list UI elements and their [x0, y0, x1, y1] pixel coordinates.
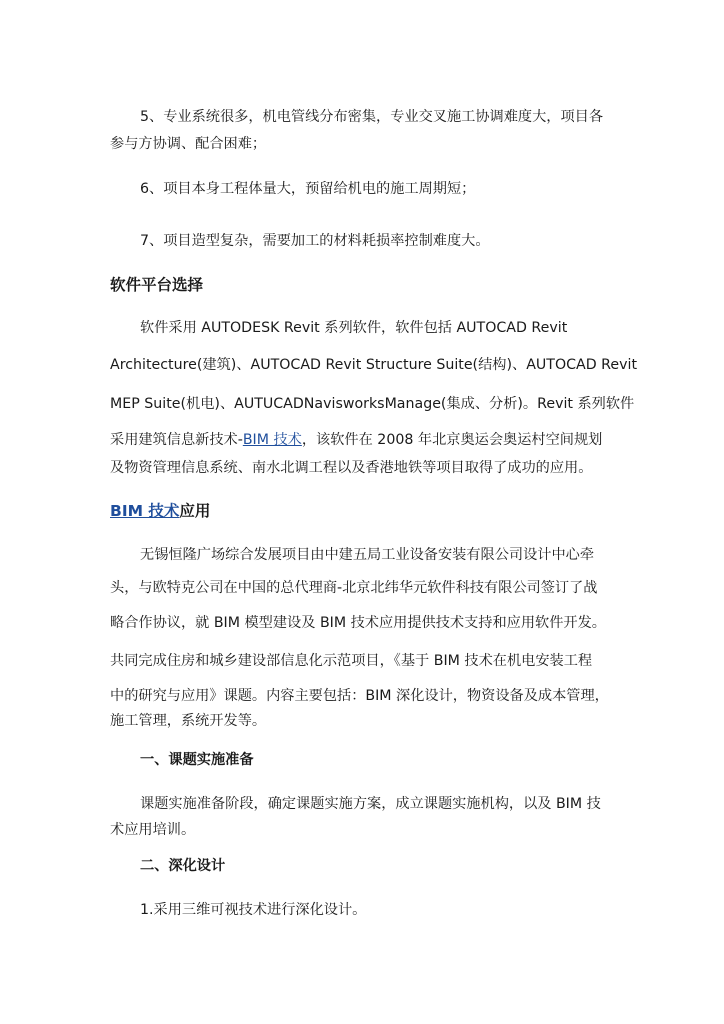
bim-heading-link[interactable]: BIM 技术	[110, 502, 180, 520]
bim-heading-rest: 应用	[179, 502, 211, 520]
bim-paragraph-line-2: 头，与欧特克公司在中国的总代理商-北京北纬华元软件科技有限公司签订了战	[110, 580, 598, 596]
bim-paragraph-line-3: 略合作协议，就 BIM 模型建设及 BIM 技术应用提供技术支持和应用软件开发。	[110, 615, 606, 631]
software-paragraph-line-5: 及物资管理信息系统、南水北调工程以及香港地铁等项目取得了成功的应用。	[110, 460, 593, 476]
list-item-5-line-1: 5、专业系统很多，机电管线分布密集，专业交叉施工协调难度大，项目各	[140, 109, 604, 125]
bim-paragraph-line-6: 施工管理，系统开发等。	[110, 713, 267, 729]
prep-paragraph-line-1: 课题实施准备阶段，确定课题实施方案，成立课题实施机构，以及 BIM 技	[140, 796, 601, 812]
section-heading-software: 软件平台选择	[110, 276, 204, 294]
list-item-5-line-2: 参与方协调、配合困难；	[110, 136, 267, 152]
software-paragraph-line-1: 软件采用 AUTODESK Revit 系列软件，软件包括 AUTOCAD Revit	[140, 320, 568, 336]
bim-paragraph-line-5: 中的研究与应用》课题。内容主要包括：BIM 深化设计，物资设备及成本管理，	[110, 688, 609, 704]
software-paragraph-line-4-post: ，该软件在 2008 年北京奥运会奥运村空间规划	[301, 432, 603, 448]
bim-paragraph-line-1: 无锡恒隆广场综合发展项目由中建五局工业设备安装有限公司设计中心牵	[140, 547, 595, 563]
software-paragraph-line-4-pre: 采用建筑信息新技术-	[110, 432, 243, 448]
bim-technology-link[interactable]: BIM 技术	[242, 432, 302, 448]
list-item-6: 6、项目本身工程体量大，预留给机电的施工周期短；	[140, 181, 476, 197]
bim-paragraph-line-4: 共同完成住房和城乡建设部信息化示范项目，《基于 BIM 技术在机电安装工程	[110, 653, 593, 669]
list-item-7: 7、项目造型复杂，需要加工的材料耗损率控制难度大。	[140, 233, 490, 249]
design-paragraph-line-1: 1.采用三维可视技术进行深化设计。	[140, 902, 367, 918]
prep-paragraph-line-2: 术应用培训。	[110, 822, 196, 838]
software-paragraph-line-4	[110, 430, 602, 450]
subheading-detailed-design: 二、深化设计	[140, 858, 226, 874]
section-heading-bim	[110, 500, 210, 522]
subheading-project-preparation: 一、课题实施准备	[140, 752, 254, 768]
software-paragraph-line-2: Architecture(建筑)、AUTOCAD Revit Structure Suite(结构)、AUTOCAD Revit	[110, 357, 638, 373]
software-paragraph-line-3: MEP Suite(机电)、AUTUCADNavisworksManage(集成、分析)。Revit 系列软件	[110, 396, 635, 412]
